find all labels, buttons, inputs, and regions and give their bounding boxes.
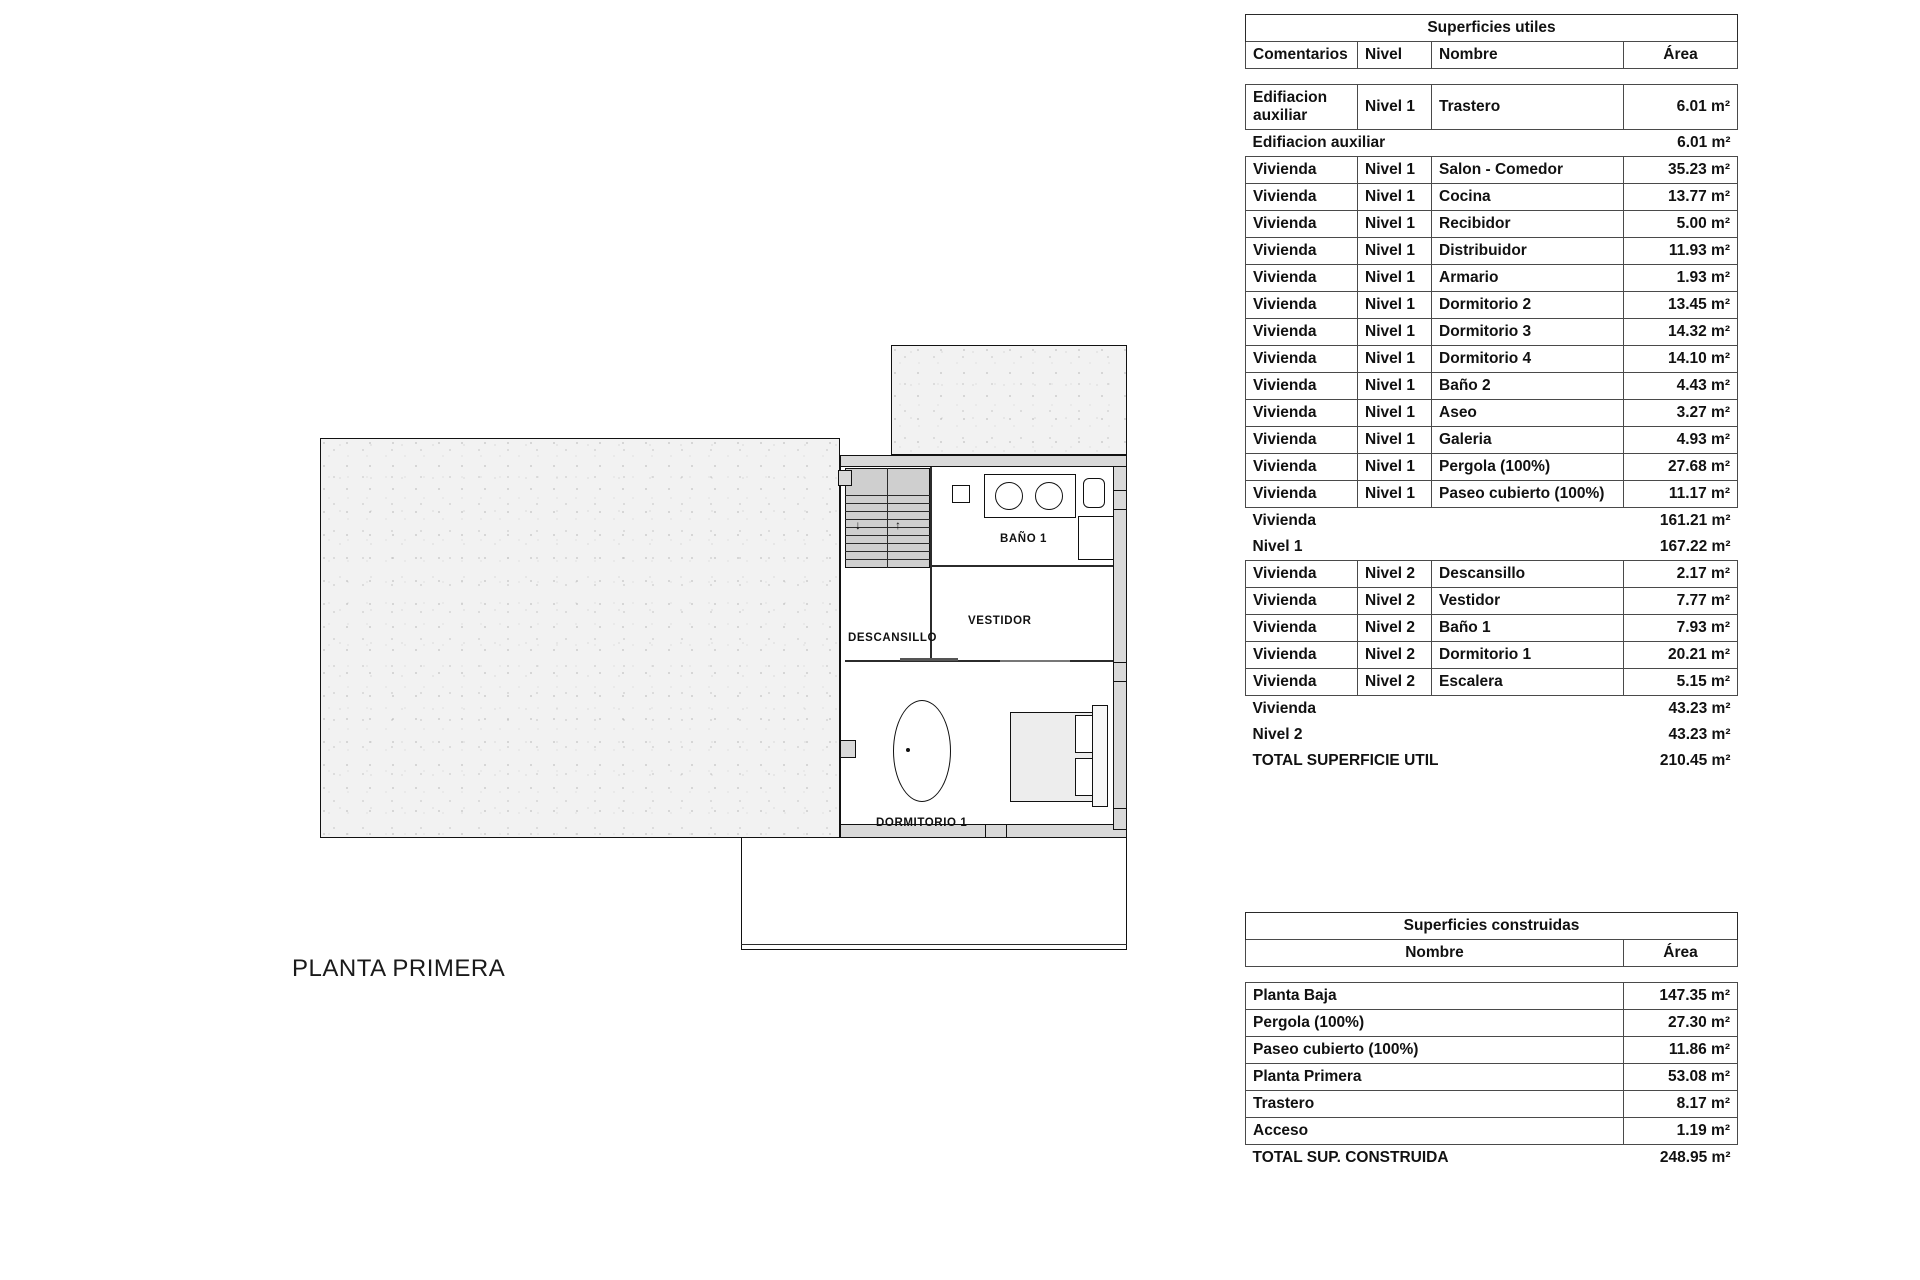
cell-nombre: Planta Baja <box>1246 983 1624 1010</box>
plan-bathtub <box>893 700 951 802</box>
cell-nivel: Nivel 2 <box>1358 669 1432 696</box>
plan-toilet <box>1083 478 1105 508</box>
plan-vanity-counter <box>984 474 1076 518</box>
cell-comentarios: Vivienda <box>1246 373 1358 400</box>
total-label: TOTAL SUPERFICIE UTIL <box>1252 752 1439 769</box>
subtotal-row <box>1246 508 1738 535</box>
cell-area: 20.21 m² <box>1624 642 1738 669</box>
plan-ground-outline <box>741 838 1127 950</box>
cell-area: 27.30 m² <box>1624 1010 1738 1037</box>
table-row <box>1246 400 1738 427</box>
utiles-table <box>1245 14 1738 774</box>
col-comentarios: Comentarios <box>1246 42 1358 69</box>
table-row <box>1246 319 1738 346</box>
cell-nivel: Nivel 1 <box>1358 265 1432 292</box>
table-row <box>1246 615 1738 642</box>
plan-window-small <box>952 485 970 503</box>
cell-area: 4.43 m² <box>1624 373 1738 400</box>
plan-bed-headboard <box>1092 705 1108 807</box>
utiles-title-row <box>1246 15 1738 42</box>
plan-jamb-4 <box>1113 808 1127 830</box>
plan-div-vestidor-bottom <box>845 660 1113 662</box>
cell-nivel: Nivel 1 <box>1358 157 1432 184</box>
table-row <box>1246 642 1738 669</box>
plan-room-label-dormitorio1: DORMITORIO 1 <box>876 817 968 829</box>
table-row <box>1246 157 1738 184</box>
cell-nivel: Nivel 1 <box>1358 292 1432 319</box>
cell-nombre: Vestidor <box>1432 588 1624 615</box>
cell-area: 1.93 m² <box>1624 265 1738 292</box>
cell-comentarios: Vivienda <box>1246 346 1358 373</box>
subtotal-label: Edifiacion auxiliar <box>1252 134 1386 151</box>
total-area: 248.95 m² <box>1659 1149 1731 1166</box>
col-area: Área <box>1624 42 1738 69</box>
cell-nombre: Paseo cubierto (100%) <box>1246 1037 1624 1064</box>
utiles-header-row <box>1246 42 1738 69</box>
table-row <box>1246 373 1738 400</box>
plan-jamb-2 <box>1113 490 1127 510</box>
cell-comentarios: Vivienda <box>1246 561 1358 588</box>
subtotal-area: 43.23 m² <box>1668 726 1731 743</box>
cell-area: 8.17 m² <box>1624 1091 1738 1118</box>
cell-nombre: Dormitorio 1 <box>1432 642 1624 669</box>
cell-area: 6.01 m² <box>1624 85 1738 130</box>
total-area: 210.45 m² <box>1659 752 1731 769</box>
plan-div-bath-bottom <box>930 565 1113 567</box>
cell-nivel: Nivel 1 <box>1358 481 1432 508</box>
table-row <box>1246 454 1738 481</box>
cell-comentarios: Vivienda <box>1246 211 1358 238</box>
table-row <box>1246 481 1738 508</box>
plan-jamb-1 <box>838 470 852 486</box>
cell-nombre: Trastero <box>1432 85 1624 130</box>
cell-comentarios: Vivienda <box>1246 238 1358 265</box>
page-title: PLANTA PRIMERA <box>292 955 506 982</box>
plan-room-label-bano1: BAÑO 1 <box>1000 533 1048 545</box>
cell-nombre: Recibidor <box>1432 211 1624 238</box>
cell-comentarios: Vivienda <box>1246 588 1358 615</box>
cell-comentarios: Vivienda <box>1246 400 1358 427</box>
plan-stair-arrow-down: ↓ <box>855 518 862 532</box>
cell-area: 5.00 m² <box>1624 211 1738 238</box>
table-row <box>1246 1064 1738 1091</box>
plan-room-label-descansillo: DESCANSILLO <box>848 632 938 644</box>
cell-comentarios: Vivienda <box>1246 427 1358 454</box>
plan-pillow-2 <box>1075 758 1093 796</box>
table-row <box>1246 238 1738 265</box>
cell-comentarios: Vivienda <box>1246 669 1358 696</box>
cell-nombre: Pergola (100%) <box>1246 1010 1624 1037</box>
cell-area: 14.32 m² <box>1624 319 1738 346</box>
table-row <box>1246 1118 1738 1145</box>
cell-area: 13.45 m² <box>1624 292 1738 319</box>
cell-nivel: Nivel 2 <box>1358 615 1432 642</box>
utiles-title: Superficies utiles <box>1246 15 1738 42</box>
cell-nivel: Nivel 1 <box>1358 454 1432 481</box>
cell-comentarios: Vivienda <box>1246 615 1358 642</box>
cell-comentarios: Vivienda <box>1246 319 1358 346</box>
total-row <box>1246 1145 1738 1172</box>
cell-nivel: Nivel 1 <box>1358 211 1432 238</box>
table-row <box>1246 588 1738 615</box>
cell-comentarios: Vivienda <box>1246 642 1358 669</box>
cell-area: 35.23 m² <box>1624 157 1738 184</box>
construidas-table <box>1245 912 1738 1171</box>
cell-comentarios: Vivienda <box>1246 481 1358 508</box>
plan-ground-gap-line <box>850 950 970 952</box>
subtotal-label: Vivienda <box>1252 700 1316 717</box>
cell-area: 5.15 m² <box>1624 669 1738 696</box>
construidas-title: Superficies construidas <box>1246 913 1738 940</box>
subtotal-area: 161.21 m² <box>1659 512 1731 529</box>
cell-nombre: Dormitorio 4 <box>1432 346 1624 373</box>
cell-nombre: Cocina <box>1432 184 1624 211</box>
subtotal-row <box>1246 130 1738 157</box>
cell-nombre: Pergola (100%) <box>1432 454 1624 481</box>
cell-nombre: Armario <box>1432 265 1624 292</box>
cell-nivel: Nivel 1 <box>1358 427 1432 454</box>
cell-area: 2.17 m² <box>1624 561 1738 588</box>
cell-nombre: Dormitorio 2 <box>1432 292 1624 319</box>
cell-comentarios: Vivienda <box>1246 265 1358 292</box>
plan-pillow-1 <box>1075 715 1093 753</box>
cell-nombre: Trastero <box>1246 1091 1624 1118</box>
cell-area: 14.10 m² <box>1624 346 1738 373</box>
table-row <box>1246 561 1738 588</box>
table-row <box>1246 1091 1738 1118</box>
cell-nombre: Acceso <box>1246 1118 1624 1145</box>
table-row <box>1246 669 1738 696</box>
cell-nombre: Aseo <box>1432 400 1624 427</box>
table-superficies-utiles <box>1245 14 1738 774</box>
construidas-title-row <box>1246 913 1738 940</box>
cell-area: 13.77 m² <box>1624 184 1738 211</box>
cell-nombre: Descansillo <box>1432 561 1624 588</box>
cell-area: 11.93 m² <box>1624 238 1738 265</box>
cell-nivel: Nivel 2 <box>1358 642 1432 669</box>
cell-nivel: Nivel 1 <box>1358 346 1432 373</box>
table-row <box>1246 346 1738 373</box>
cell-nivel: Nivel 1 <box>1358 319 1432 346</box>
subtotal-area: 43.23 m² <box>1668 700 1731 717</box>
subtotal-label: Nivel 2 <box>1252 726 1303 743</box>
table-row <box>1246 211 1738 238</box>
plan-shower <box>1078 516 1114 560</box>
cell-nombre: Distribuidor <box>1432 238 1624 265</box>
total-label: TOTAL SUP. CONSTRUIDA <box>1252 1149 1449 1166</box>
cell-area: 3.27 m² <box>1624 400 1738 427</box>
subtotal-row <box>1246 534 1738 561</box>
plan-wall-top <box>840 455 1127 467</box>
plan-jamb-6 <box>985 824 1007 838</box>
cell-area: 7.77 m² <box>1624 588 1738 615</box>
construidas-header-row <box>1246 940 1738 967</box>
plan-upper-roof-slab <box>891 345 1127 455</box>
table-row <box>1246 292 1738 319</box>
cell-nivel: Nivel 1 <box>1358 85 1432 130</box>
table-row <box>1246 1037 1738 1064</box>
cell-nivel: Nivel 1 <box>1358 373 1432 400</box>
cell-nombre: Baño 2 <box>1432 373 1624 400</box>
plan-stair-arrow-up: ↑ <box>895 518 902 532</box>
cell-area: 11.17 m² <box>1624 481 1738 508</box>
cell-nivel: Nivel 1 <box>1358 400 1432 427</box>
cell-comentarios: Vivienda <box>1246 157 1358 184</box>
cell-comentarios: Edifiacion auxiliar <box>1246 85 1358 130</box>
col-area: Área <box>1624 940 1738 967</box>
subtotal-area: 167.22 m² <box>1659 538 1731 555</box>
cell-comentarios: Vivienda <box>1246 454 1358 481</box>
cell-comentarios: Vivienda <box>1246 292 1358 319</box>
plan-div-bath-left <box>930 467 932 567</box>
table-superficies-construidas <box>1245 912 1738 1171</box>
plan-jamb-3 <box>1113 662 1127 682</box>
table-row <box>1246 85 1738 130</box>
subtotal-row <box>1246 696 1738 723</box>
cell-area: 7.93 m² <box>1624 615 1738 642</box>
subtotal-row <box>1246 722 1738 748</box>
cell-nivel: Nivel 2 <box>1358 561 1432 588</box>
cell-comentarios: Vivienda <box>1246 184 1358 211</box>
cell-nombre: Dormitorio 3 <box>1432 319 1624 346</box>
subtotal-label: Vivienda <box>1252 512 1316 529</box>
cell-nombre: Galeria <box>1432 427 1624 454</box>
cell-area: 147.35 m² <box>1624 983 1738 1010</box>
cell-nivel: Nivel 2 <box>1358 588 1432 615</box>
cell-nombre: Escalera <box>1432 669 1624 696</box>
cell-area: 11.86 m² <box>1624 1037 1738 1064</box>
table-row <box>1246 1010 1738 1037</box>
cell-area: 27.68 m² <box>1624 454 1738 481</box>
plan-ground-inner-line <box>741 944 1127 945</box>
plan-room-label-vestidor: VESTIDOR <box>968 615 1032 627</box>
table-row <box>1246 265 1738 292</box>
plan-terrace-slab <box>320 438 840 838</box>
table-row <box>1246 184 1738 211</box>
cell-area: 1.19 m² <box>1624 1118 1738 1145</box>
table-row <box>1246 983 1738 1010</box>
col-nivel: Nivel <box>1358 42 1432 69</box>
subtotal-area: 6.01 m² <box>1677 134 1731 151</box>
cell-area: 4.93 m² <box>1624 427 1738 454</box>
cell-nivel: Nivel 1 <box>1358 184 1432 211</box>
col-nombre: Nombre <box>1432 42 1624 69</box>
col-nombre: Nombre <box>1246 940 1624 967</box>
table-row <box>1246 427 1738 454</box>
cell-nombre: Planta Primera <box>1246 1064 1624 1091</box>
subtotal-label: Nivel 1 <box>1252 538 1303 555</box>
plan-jamb-5 <box>840 740 856 758</box>
cell-nombre: Baño 1 <box>1432 615 1624 642</box>
total-row <box>1246 748 1738 774</box>
cell-nombre: Paseo cubierto (100%) <box>1432 481 1624 508</box>
cell-nombre: Salon - Comedor <box>1432 157 1624 184</box>
plan-div-descansillo-right <box>930 567 932 660</box>
plan-wall-right <box>1113 455 1127 838</box>
cell-nivel: Nivel 1 <box>1358 238 1432 265</box>
cell-area: 53.08 m² <box>1624 1064 1738 1091</box>
